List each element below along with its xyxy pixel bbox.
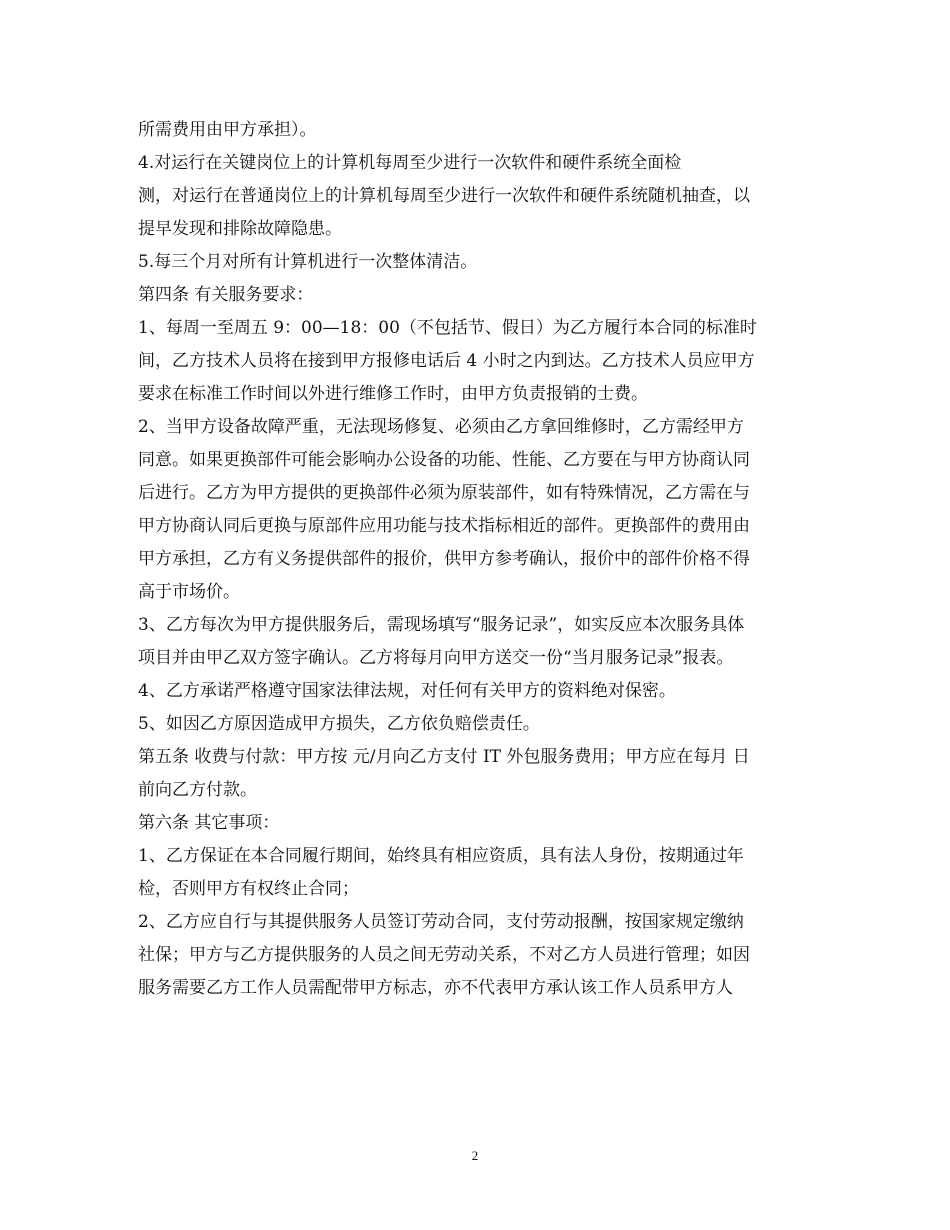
text-line: 5、如因乙方原因造成甲方损失，乙方依负赔偿责任。 [138, 714, 540, 734]
text-line: 要求在标准工作时间以外进行维修工作时，由甲方负责报销的士费。 [138, 384, 648, 404]
text-line: 高于市场价。 [138, 582, 240, 602]
text-line: 所需费用由甲方承担）。 [138, 120, 317, 140]
text-line: 提早发现和排除故障隐患。 [138, 219, 342, 239]
page-number: 2 [471, 1148, 479, 1163]
text-line: 2、乙方应自行与其提供服务人员签订劳动合同，支付劳动报酬，按国家规定缴纳 [138, 912, 744, 932]
text-line: 检，否则甲方有权终止合同； [138, 879, 359, 899]
text-line: 3、乙方每次为甲方提供服务后，需现场填写“服务记录”，如实反应本次服务具体 [138, 615, 745, 635]
text-line: 2、当甲方设备故障严重，无法现场修复、必须由乙方拿回维修时，乙方需经甲方 [138, 417, 744, 437]
text-line: 项目并由甲乙双方签字确认。乙方将每月向甲方送交一份“当月服务记录”报表。 [138, 648, 734, 668]
text-line: 5.每三个月对所有计算机进行一次整体清洁。 [138, 252, 478, 272]
text-line: 间，乙方技术人员将在接到甲方报修电话后 4 小时之内到达。乙方技术人员应甲方 [138, 351, 755, 371]
text-line: 前向乙方付款。 [138, 780, 257, 800]
document-body [138, 114, 810, 1005]
text-line: 甲方协商认同后更换与原部件应用功能与技术指标相近的部件。更换部件的费用由 [138, 516, 750, 536]
text-line: 服务需要乙方工作人员需配带甲方标志，亦不代表甲方承认该工作人员系甲方人 [138, 978, 733, 998]
text-line: 同意。如果更换部件可能会影响办公设备的功能、性能、乙方要在与甲方协商认同 [138, 450, 750, 470]
text-line: 4、乙方承诺严格遵守国家法律法规，对任何有关甲方的资料绝对保密。 [138, 681, 676, 701]
text-line: 1、每周一至周五 9：00—18：00（不包括节、假日）为乙方履行本合同的标准时 [138, 318, 757, 338]
text-line: 4.对运行在关键岗位上的计算机每周至少进行一次软件和硬件系统全面检 [138, 153, 682, 173]
text-line: 社保；甲方与乙方提供服务的人员之间无劳动关系，不对乙方人员进行管理；如因 [138, 945, 750, 965]
section-heading: 第六条 其它事项： [138, 813, 280, 833]
text-line: 测，对运行在普通岗位上的计算机每周至少进行一次软件和硬件系统随机抽查，以 [138, 186, 750, 206]
section-heading: 第四条 有关服务要求： [138, 285, 314, 305]
text-line: 1、乙方保证在本合同履行期间，始终具有相应资质，具有法人身份，按期通过年 [138, 846, 744, 866]
section-heading: 第五条 收费与付款：甲方按 元/月向乙方支付 IT 外包服务费用；甲方应在每月 日 [138, 747, 750, 767]
text-line: 后进行。乙方为甲方提供的更换部件必须为原装部件，如有特殊情况，乙方需在与 [138, 483, 750, 503]
text-line: 甲方承担，乙方有义务提供部件的报价，供甲方参考确认，报价中的部件价格不得 [138, 549, 750, 569]
